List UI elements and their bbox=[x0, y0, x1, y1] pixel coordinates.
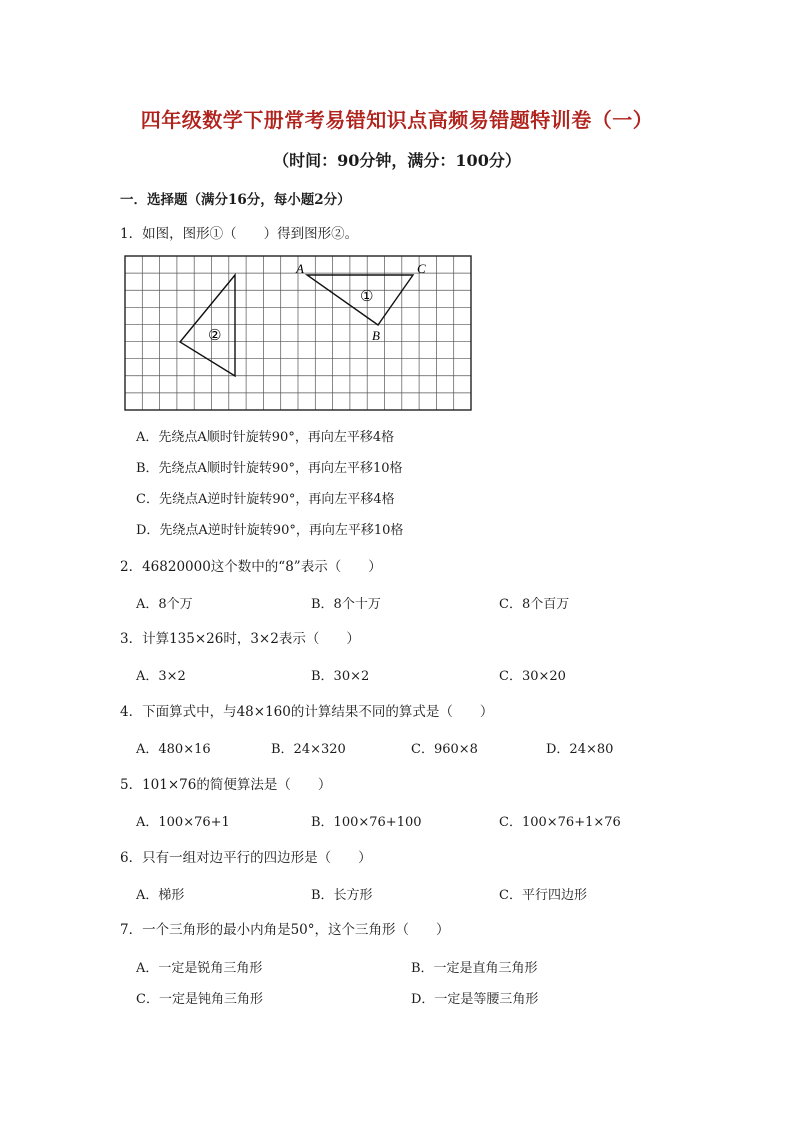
label-shape-1: ① bbox=[360, 287, 374, 305]
page-title: 四年级数学下册常考易错知识点高频易错题特训卷（一） bbox=[140, 108, 654, 132]
question-7-stem: 7．一个三角形的最小内角是50°，这个三角形（ ） bbox=[120, 922, 450, 938]
question-4-stem: 4．下面算式中，与48×160的计算结果不同的算式是（ ） bbox=[120, 704, 494, 720]
q5-option-b: B．100×76+100 bbox=[311, 815, 422, 830]
q3-option-c: C．30×20 bbox=[499, 669, 566, 684]
question-2-stem: 2．46820000这个数中的“8”表示（ ） bbox=[120, 559, 382, 575]
q1-option-c: C．先绕点A逆时针旋转90°，再向左平移4格 bbox=[136, 492, 395, 507]
q6-option-c: C．平行四边形 bbox=[499, 888, 587, 903]
q1-option-d: D．先绕点A逆时针旋转90°，再向左平移10格 bbox=[136, 523, 404, 538]
q7-option-d: D．一定是等腰三角形 bbox=[411, 992, 539, 1007]
q1-option-b: B．先绕点A顺时针旋转90°，再向左平移10格 bbox=[136, 461, 403, 476]
q2-option-c: C．8个百万 bbox=[499, 597, 570, 612]
q6-option-b: B．长方形 bbox=[311, 888, 373, 903]
q2-option-a: A．8个万 bbox=[136, 597, 193, 612]
q5-option-c: C．100×76+1×76 bbox=[499, 815, 621, 830]
question-5-stem: 5．101×76的简便算法是（ ） bbox=[120, 777, 332, 793]
q7-option-b: B．一定是直角三角形 bbox=[411, 961, 538, 976]
q1-option-a: A．先绕点A顺时针旋转90°，再向左平移4格 bbox=[136, 430, 395, 445]
q4-option-d: D．24×80 bbox=[546, 742, 614, 757]
label-c: C bbox=[417, 261, 426, 276]
q7-option-c: C．一定是钝角三角形 bbox=[136, 992, 263, 1007]
q3-option-a: A．3×2 bbox=[136, 669, 186, 684]
q5-option-a: A．100×76+1 bbox=[136, 815, 230, 830]
q2-option-b: B．8个十万 bbox=[311, 597, 381, 612]
q4-option-b: B．24×320 bbox=[271, 742, 346, 757]
q7-option-a: A．一定是锐角三角形 bbox=[136, 961, 263, 976]
exam-info: （时间：90分钟，满分：100分） bbox=[273, 151, 521, 170]
question-1-figure bbox=[124, 255, 472, 411]
label-shape-2: ② bbox=[208, 326, 222, 344]
q3-option-b: B．30×2 bbox=[311, 669, 370, 684]
q4-option-c: C．960×8 bbox=[411, 742, 478, 757]
label-b: B bbox=[372, 328, 380, 343]
label-a: A bbox=[296, 261, 304, 276]
section-heading: 一．选择题（满分16分，每小题2分） bbox=[120, 192, 351, 208]
question-1-stem: 1．如图，图形①（ ）得到图形②。 bbox=[120, 226, 359, 242]
q6-option-a: A．梯形 bbox=[136, 888, 185, 903]
question-6-stem: 6．只有一组对边平行的四边形是（ ） bbox=[120, 850, 372, 866]
q4-option-a: A．480×16 bbox=[136, 742, 211, 757]
question-3-stem: 3．计算135×26时，3×2表示（ ） bbox=[120, 631, 360, 647]
